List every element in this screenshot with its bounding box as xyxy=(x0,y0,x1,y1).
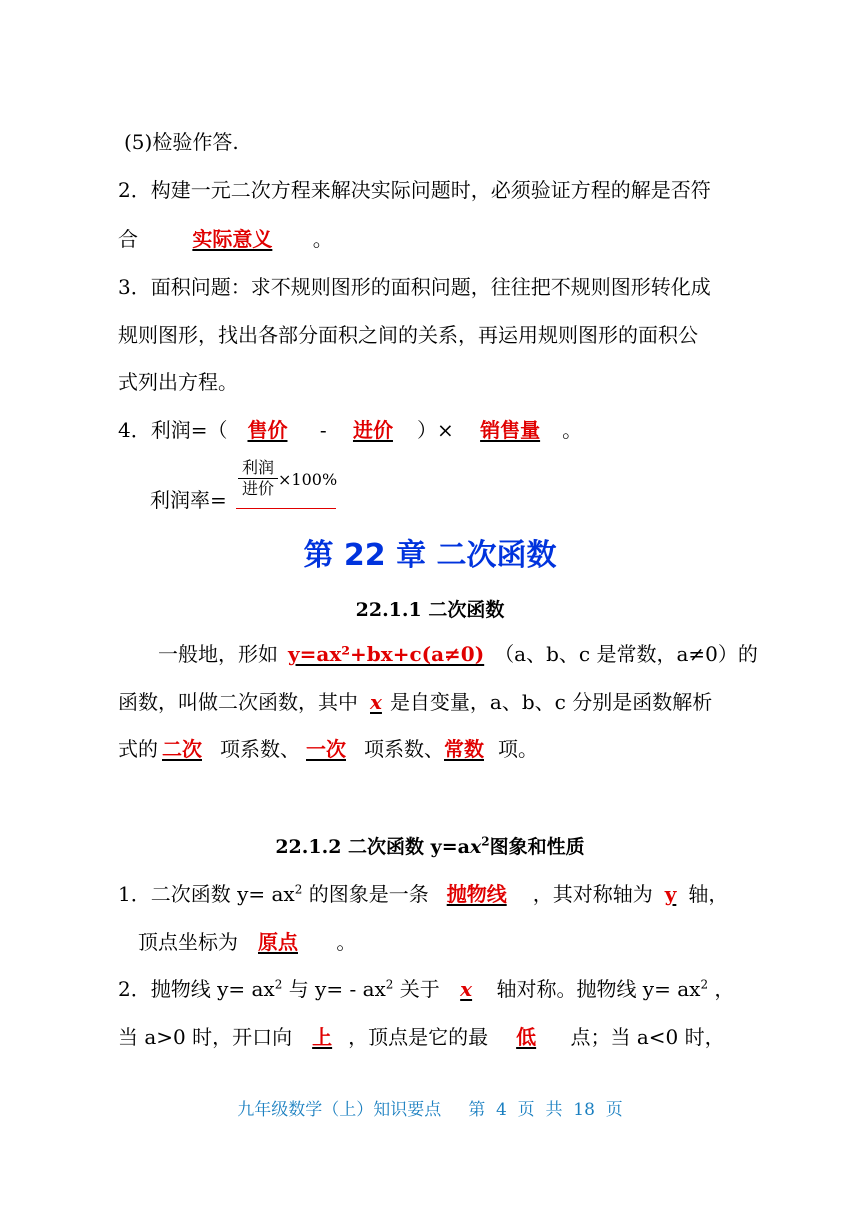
answer-axis-y: y xyxy=(664,882,677,906)
profit-rate-text: 利润率= xyxy=(150,488,227,512)
prop4-pre: 当 a>0 时，开口向 xyxy=(118,1025,293,1049)
prop3-m1: 与 y= - ax xyxy=(282,977,386,1001)
step-5 xyxy=(124,128,239,156)
prop3-pre: 2．抛物线 y= ax xyxy=(118,977,275,1001)
section2-sup: 2 xyxy=(481,834,490,849)
item-3-text1: 3．面积问题：求不规则图形的面积问题，往往把不规则图形转化成 xyxy=(118,275,711,299)
answer-cost-price: 进价 xyxy=(352,418,393,442)
def-line2 xyxy=(118,688,712,716)
prop1-end: 轴， xyxy=(688,882,729,906)
profit-pre: 4．利润=（ xyxy=(118,418,228,442)
answer-quadratic-form: y=ax²+bx+c(a≠0) xyxy=(288,642,485,666)
answer-actual-meaning: 实际意义 xyxy=(192,227,273,251)
prop1-m2: ，其对称轴为 xyxy=(532,882,653,906)
prop3-m3: 轴对称。抛物线 y= ax xyxy=(496,977,701,1001)
minus-sign: - xyxy=(319,418,327,442)
def2-post: 是自变量，a、b、c 分别是函数解析 xyxy=(389,690,713,714)
prop-line3 xyxy=(118,975,734,1003)
def3-end: 项。 xyxy=(498,737,538,761)
chapter-title: 第 22 章 二次函数 xyxy=(303,538,557,573)
prop3-end: ， xyxy=(708,977,735,1001)
section-title-2 xyxy=(0,832,860,859)
item-3-line1 xyxy=(118,273,711,301)
item-2-post: 。 xyxy=(312,227,333,251)
def-line1 xyxy=(158,640,758,668)
item-2-line2 xyxy=(118,225,333,253)
answer-parabola: 抛物线 xyxy=(446,882,507,906)
prop3-sup2: 2 xyxy=(385,977,394,992)
times-sign: ）× xyxy=(416,418,454,442)
def3-pre: 式的 xyxy=(118,737,158,761)
def-pre: 一般地，形如 xyxy=(158,642,278,666)
answer-sales-volume: 销售量 xyxy=(480,418,541,442)
item-2-pre: 合 xyxy=(118,227,138,251)
fraction-multiplier: ×100% xyxy=(278,470,338,489)
prop-line4 xyxy=(118,1023,725,1051)
profit-rate-answer-line xyxy=(236,508,336,509)
item-2-line1 xyxy=(118,176,711,204)
prop1-sup: 2 xyxy=(294,882,303,897)
item-3-text3: 式列出方程。 xyxy=(118,370,238,394)
answer-variable-x: x xyxy=(370,690,382,714)
prop4-m1: ，顶点是它的最 xyxy=(348,1025,489,1049)
def-post: （a、b、c 是常数，a≠0）的 xyxy=(494,642,758,666)
fraction-numerator: 利润 xyxy=(238,458,278,479)
prop-line2 xyxy=(138,928,356,956)
answer-x-axis: x xyxy=(460,977,473,1001)
section-title-1: 22.1.1 二次函数 xyxy=(355,599,505,621)
step-5-text: (5)检验作答. xyxy=(124,130,239,154)
prop3-m2: 关于 xyxy=(393,977,440,1001)
section2-post: 图象和性质 xyxy=(489,836,585,858)
item-3-text2: 规则图形，找出各部分面积之间的关系，再运用规则图形的面积公 xyxy=(118,323,698,347)
prop1-mid: 的图象是一条 xyxy=(302,882,429,906)
item-3-line3 xyxy=(118,368,238,396)
prop-line1 xyxy=(118,880,728,908)
answer-origin: 原点 xyxy=(258,930,298,954)
def-line3 xyxy=(118,735,538,763)
answer-upward: 上 xyxy=(312,1025,333,1049)
prop3-sup3: 2 xyxy=(700,977,709,992)
prop2-end: 。 xyxy=(336,930,357,954)
answer-linear-coef: 一次 xyxy=(306,737,346,761)
answer-quadratic-coef: 二次 xyxy=(162,737,202,761)
profit-rate-label xyxy=(150,486,227,514)
profit-end: 。 xyxy=(562,418,583,442)
section2-x: x xyxy=(469,836,482,858)
fraction-denominator: 进价 xyxy=(241,479,274,498)
def2-pre: 函数，叫做二次函数，其中 xyxy=(118,690,358,714)
section2-pre: 22.1.2 二次函数 y=a xyxy=(275,836,470,858)
answer-constant: 常数 xyxy=(444,737,484,761)
prop3-sup1: 2 xyxy=(274,977,283,992)
prop4-end: 点；当 a<0 时， xyxy=(570,1025,725,1049)
def3-m2: 项系数、 xyxy=(364,737,444,761)
answer-selling-price: 售价 xyxy=(247,418,288,442)
prop1-pre: 1．二次函数 y= ax xyxy=(118,882,295,906)
page-footer: 九年级数学（上）知识要点 第 4 页 共 18 页 xyxy=(237,1100,623,1120)
answer-lowest: 低 xyxy=(516,1025,537,1049)
def3-m1: 项系数、 xyxy=(220,737,300,761)
item-4-line xyxy=(118,416,582,444)
item-3-line2 xyxy=(118,321,698,349)
item-2-text: 2．构建一元二次方程来解决实际问题时，必须验证方程的解是否符 xyxy=(118,178,711,202)
profit-rate-fraction xyxy=(238,458,278,499)
prop2-pre: 顶点坐标为 xyxy=(138,930,238,954)
